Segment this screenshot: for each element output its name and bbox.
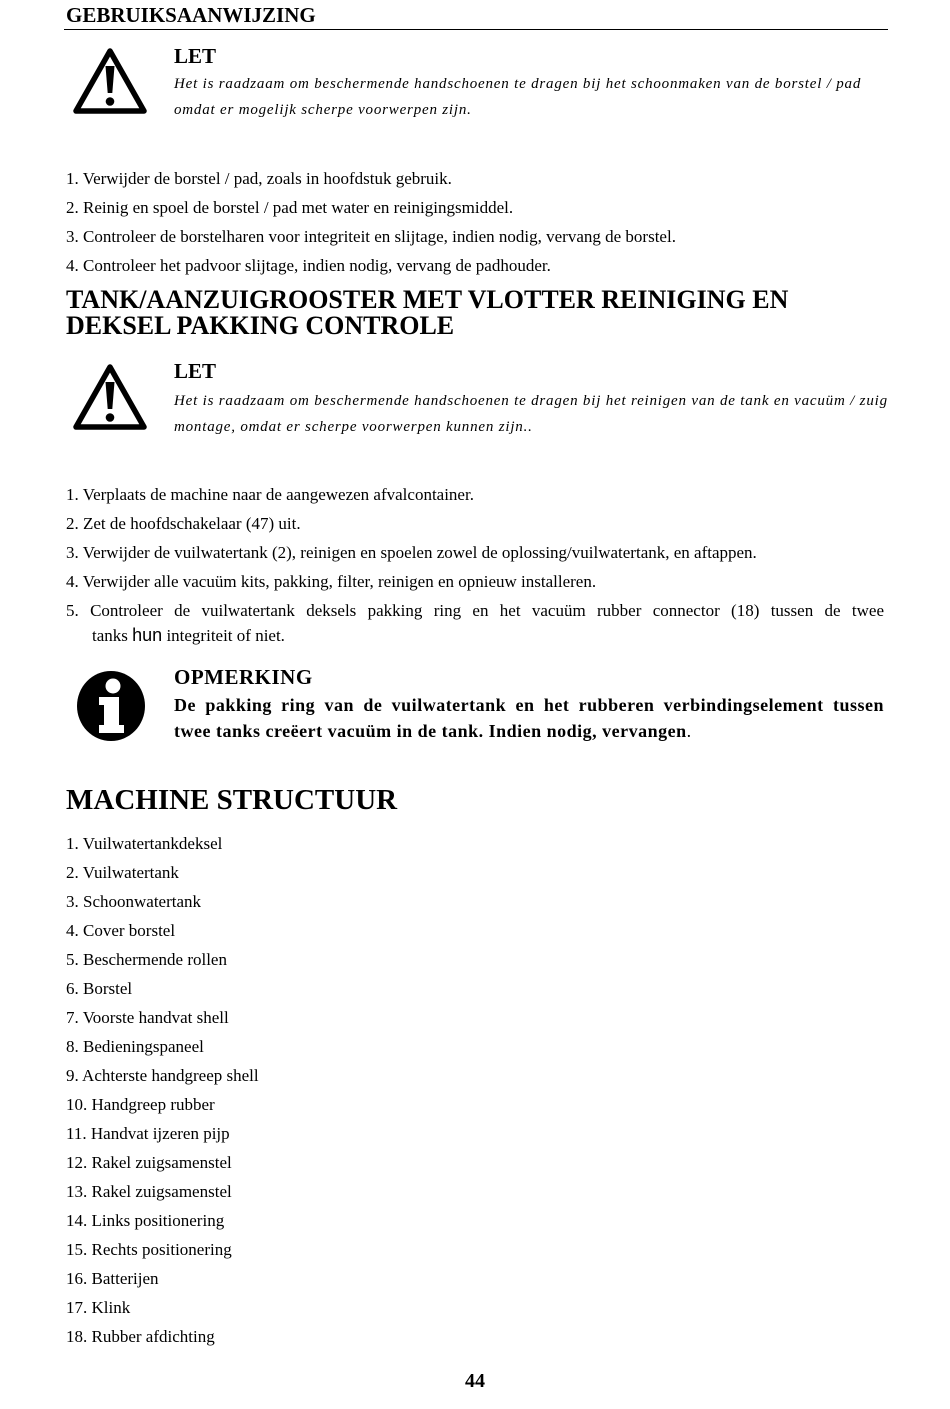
warning-text (174, 71, 861, 123)
machine-structure-title: MACHINE STRUCTUUR (66, 784, 398, 816)
list-item: 2. Reinig en spoel de borstel / pad met water en reinigingsmiddel. (66, 198, 514, 217)
continuation-word: hun (132, 625, 163, 645)
list-item: 7. Voorste handvat shell (66, 1008, 229, 1027)
list-item: 3. Controleer de borstelharen voor integriteit en slijtage, indien nodig, vervang de borstel. (66, 227, 676, 246)
warning-triangle-icon (72, 47, 148, 115)
list-item: 4. Verwijder alle vacuüm kits, pakking, filter, reinigen en opnieuw installeren. (66, 572, 597, 591)
list-item: 13. Rakel zuigsamenstel (66, 1182, 232, 1201)
list-item: 16. Batterijen (66, 1269, 159, 1288)
page-header-title: GEBRUIKSAANWIJZING (66, 3, 316, 27)
list-item: 11. Handvat ijzeren pijp (66, 1124, 230, 1143)
warning-label: LET (174, 44, 217, 68)
list-item: 3. Schoonwatertank (66, 892, 202, 911)
list-item: 10. Handgreep rubber (66, 1095, 215, 1114)
tank-cleaning-steps (66, 480, 884, 649)
list-item: 5. Controleer de vuilwatertank deksels pakking ring en het vacuüm rubber connector (18) tussen de twee (66, 601, 884, 620)
header-divider (64, 29, 888, 30)
machine-parts-list (66, 829, 259, 1351)
list-item: 15. Rechts positionering (66, 1240, 232, 1259)
list-item: 3. Verwijder de vuilwatertank (2), reinigen en spoelen zowel de oplossing/vuilwatertank, en aftappen. (66, 543, 757, 562)
warning-triangle-icon (72, 363, 148, 431)
list-item: 1. Verwijder de borstel / pad, zoals in hoofdstuk gebruik. (66, 169, 452, 188)
list-item: 2. Zet de hoofdschakelaar (47) uit. (66, 514, 301, 533)
info-icon (76, 670, 146, 742)
list-item: 17. Klink (66, 1298, 131, 1317)
list-item: 2. Vuilwatertank (66, 863, 179, 882)
warning-text (174, 388, 888, 440)
warning-text-line: Het is raadzaam om beschermende handschoenen te dragen bij het schoonmaken van de borstel / pad (174, 76, 862, 92)
list-item: 1. Vuilwatertankdeksel (66, 834, 223, 853)
note-text-line: De pakking ring van de vuilwatertank en het rubberen verbindingselement tussen (174, 695, 884, 715)
warning-text-line: omdat er mogelijk scherpe voorwerpen zijn. (174, 102, 472, 118)
list-item: 4. Cover borstel (66, 921, 176, 940)
note-text (174, 692, 884, 744)
note-text-line-body: twee tanks creëert vacuüm in de tank. Indien nodig, vervangen (174, 721, 687, 741)
list-item: 5. Beschermende rollen (66, 950, 227, 969)
page-number: 44 (465, 1370, 485, 1392)
warning-label: LET (174, 359, 217, 383)
section-heading-line: TANK/AANZUIGROOSTER MET VLOTTER REINIGING EN (66, 285, 789, 314)
list-item: 6. Borstel (66, 979, 133, 998)
note-text-period: . (686, 721, 692, 741)
warning-text-line: Het is raadzaam om beschermende handschoenen te dragen bij het reinigen van de tank en vacuüm / zuig (174, 393, 888, 409)
brush-cleaning-steps (66, 164, 676, 280)
continuation-text: integriteit of niet. (166, 626, 285, 645)
note-label: OPMERKING (174, 665, 313, 689)
list-item-continuation (66, 622, 884, 649)
list-item: 1. Verplaats de machine naar de aangewezen afvalcontainer. (66, 485, 474, 504)
warning-text-line: montage, omdat er scherpe voorwerpen kunnen zijn.. (174, 419, 533, 435)
list-item: 9. Achterste handgreep shell (66, 1066, 259, 1085)
list-item: 14. Links positionering (66, 1211, 225, 1230)
continuation-text: tanks (92, 626, 128, 645)
note-text-line (174, 718, 884, 744)
section-heading-line: DEKSEL PAKKING CONTROLE (66, 311, 455, 340)
section-heading (66, 287, 788, 339)
list-item: 8. Bedieningspaneel (66, 1037, 204, 1056)
list-item: 18. Rubber afdichting (66, 1327, 215, 1346)
list-item: 12. Rakel zuigsamenstel (66, 1153, 232, 1172)
list-item: 4. Controleer het padvoor slijtage, indien nodig, vervang de padhouder. (66, 256, 551, 275)
